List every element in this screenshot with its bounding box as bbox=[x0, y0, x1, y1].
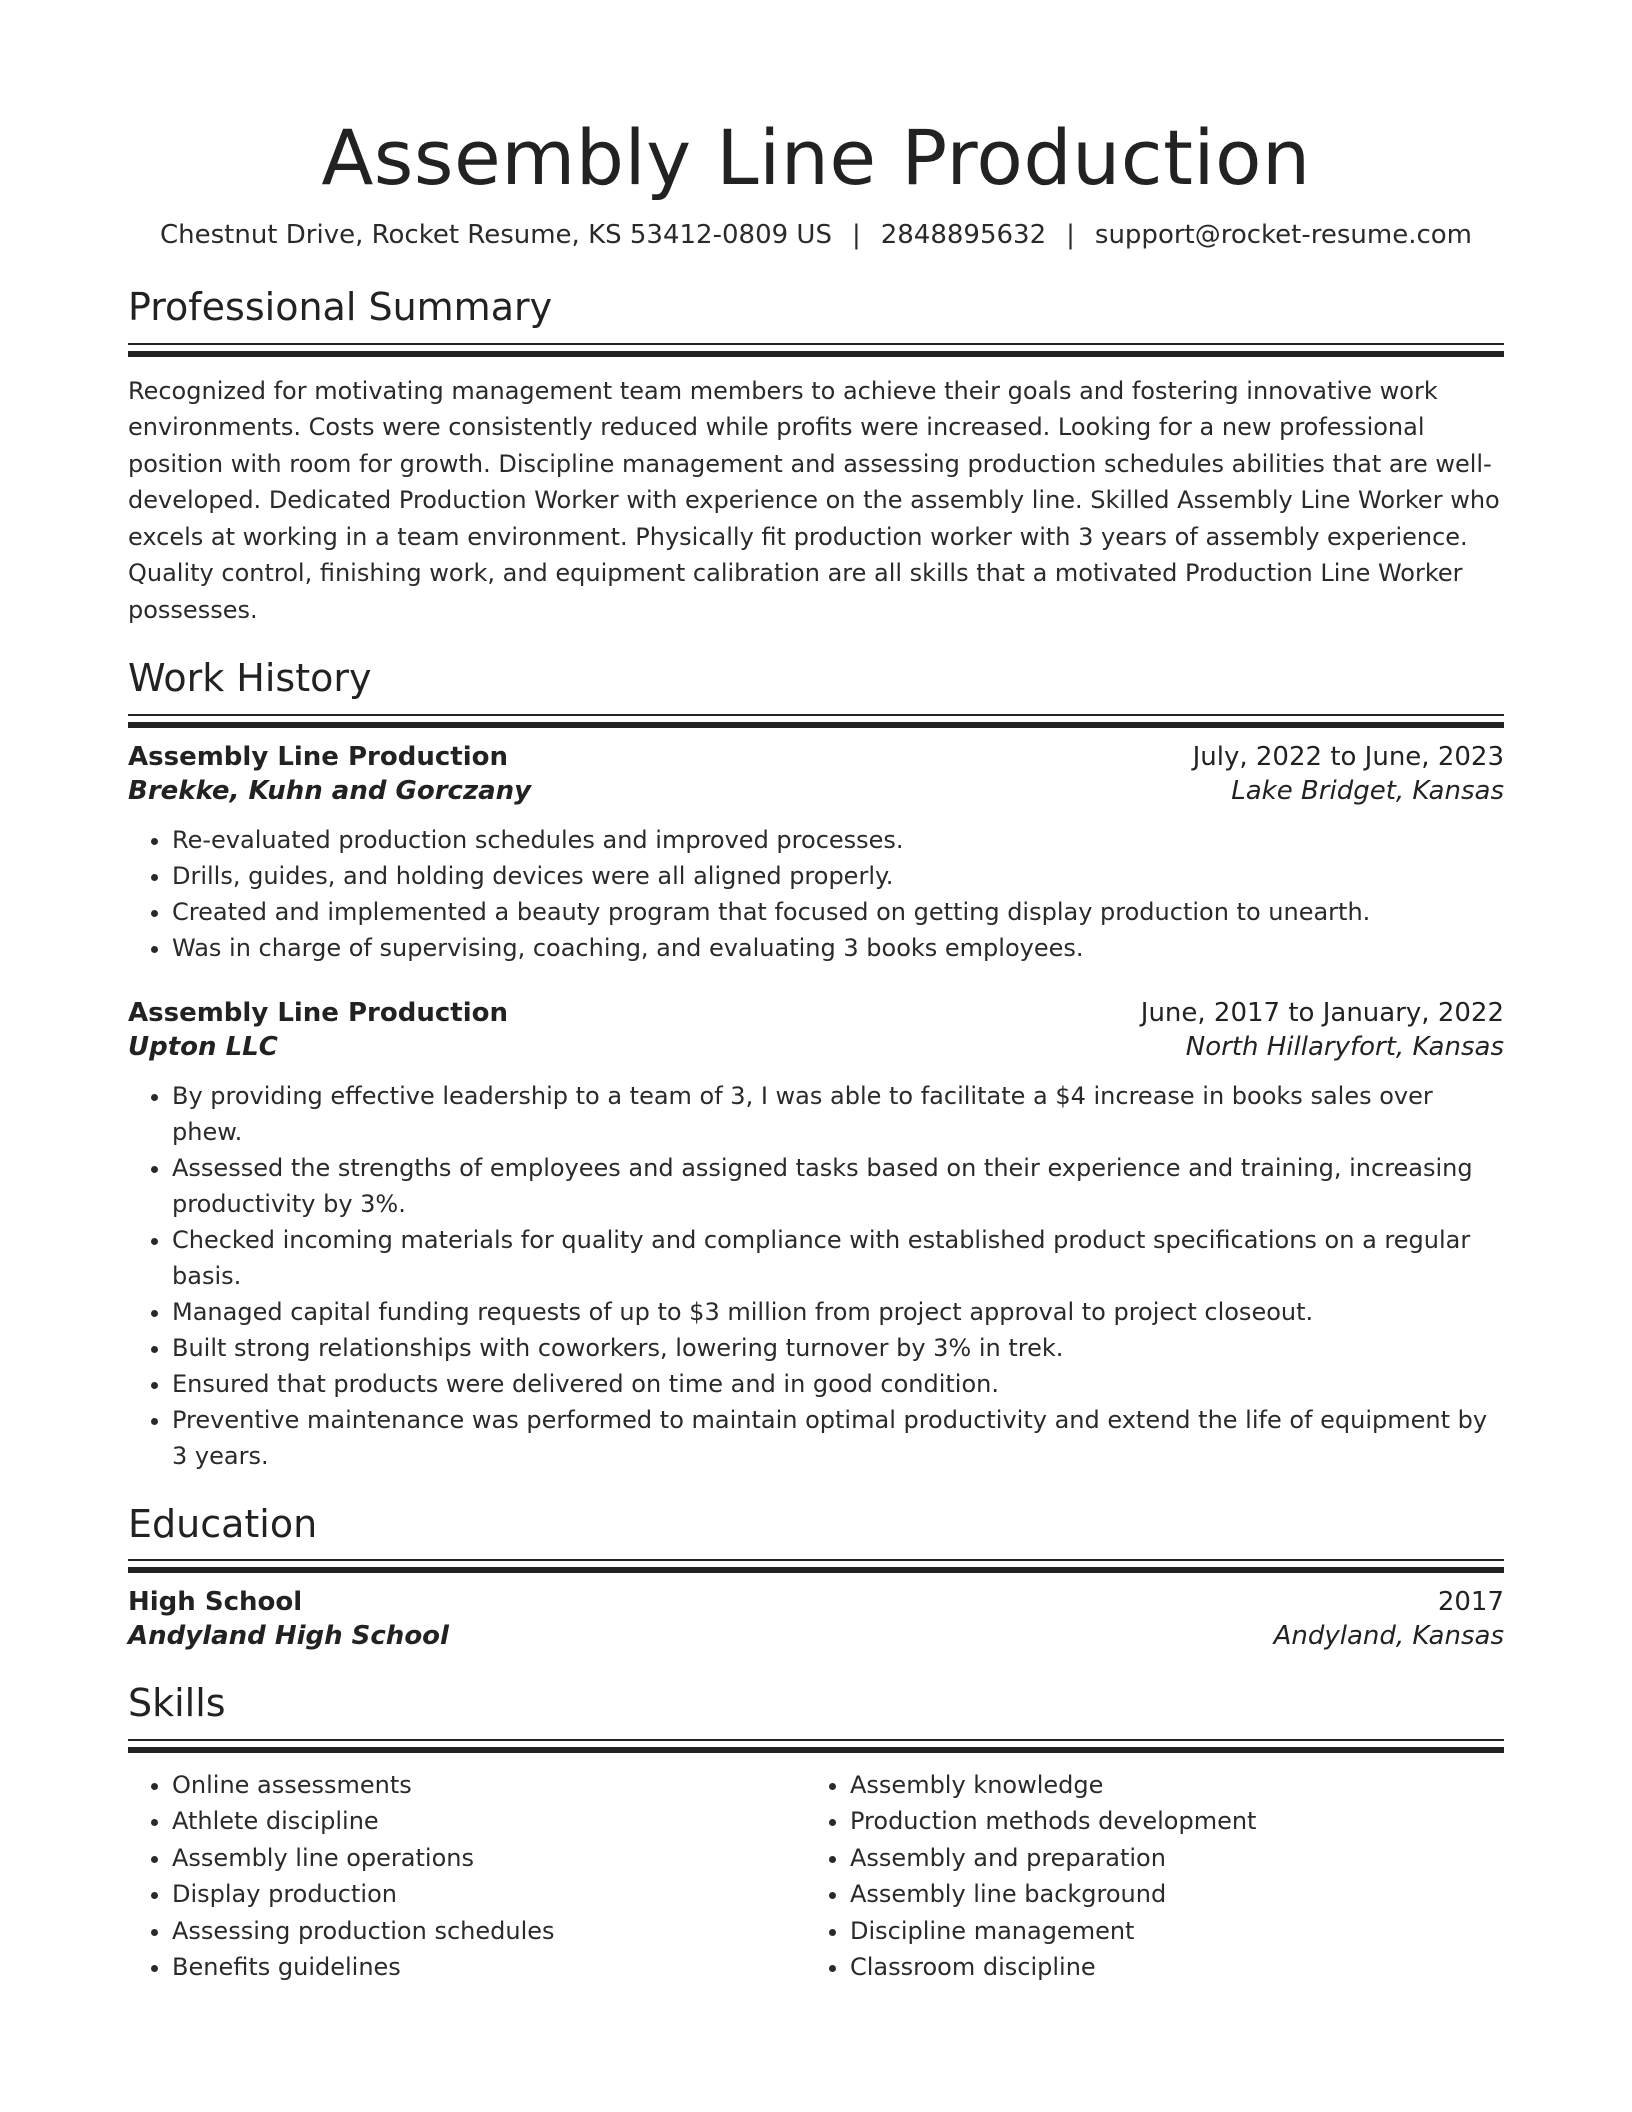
skill-item: • Assembly and preparation bbox=[850, 1840, 1484, 1877]
skills-column-right bbox=[806, 1767, 1484, 1986]
job-bullet: • Assessed the strengths of employees and assigned tasks based on their experience and training, increasing productivity by 3%. bbox=[172, 1150, 1504, 1222]
section-divider bbox=[128, 714, 1504, 728]
contact-separator: | bbox=[851, 219, 861, 250]
job-bullet: • Re-evaluated production schedules and improved processes. bbox=[172, 822, 1504, 858]
job-bullets bbox=[128, 822, 1504, 966]
job-bullets bbox=[128, 1078, 1504, 1474]
summary-heading: Professional Summary bbox=[128, 284, 553, 329]
job-title: Assembly Line Production bbox=[128, 741, 508, 772]
job-company: Upton LLC bbox=[128, 1031, 278, 1062]
education-location: Andyland, Kansas bbox=[1273, 1621, 1504, 1652]
job-bullet: • Preventive maintenance was performed to maintain optimal productivity and extend the life of equipment by 3 years. bbox=[172, 1402, 1504, 1474]
summary-section bbox=[128, 285, 1504, 628]
skill-item: • Benefits guidelines bbox=[172, 1949, 806, 1986]
skill-item: • Display production bbox=[172, 1876, 806, 1913]
resume-page bbox=[128, 0, 1504, 1986]
skill-item: • Assembly line operations bbox=[172, 1840, 806, 1877]
work-history-section bbox=[128, 656, 1504, 1474]
job-location: North Hillaryfort, Kansas bbox=[1185, 1031, 1504, 1062]
job-bullet: • Managed capital funding requests of up to $3 million from project approval to project closeout. bbox=[172, 1294, 1504, 1330]
skill-item: • Assembly line background bbox=[850, 1876, 1484, 1913]
education-degree: High School bbox=[128, 1587, 303, 1618]
skill-item: • Athlete discipline bbox=[172, 1803, 806, 1840]
education-section bbox=[128, 1502, 1504, 1652]
skills-column-left bbox=[128, 1767, 806, 1986]
contact-line bbox=[128, 220, 1504, 251]
skill-item: • Assembly knowledge bbox=[850, 1767, 1484, 1804]
job-entry bbox=[128, 998, 1504, 1474]
section-divider bbox=[128, 1739, 1504, 1753]
job-location: Lake Bridget, Kansas bbox=[1231, 775, 1504, 806]
job-dates: July, 2022 to June, 2023 bbox=[1192, 741, 1504, 772]
education-entry bbox=[128, 1587, 1504, 1651]
contact-phone: 2848895632 bbox=[880, 219, 1047, 250]
job-bullet: • Was in charge of supervising, coaching, and evaluating 3 books employees. bbox=[172, 930, 1504, 966]
skill-item: • Production methods development bbox=[850, 1803, 1484, 1840]
education-school: Andyland High School bbox=[128, 1621, 449, 1652]
job-bullet: • Checked incoming materials for quality and compliance with established product specifications on a regular basis. bbox=[172, 1222, 1504, 1294]
job-bullet: • Ensured that products were delivered on time and in good condition. bbox=[172, 1366, 1504, 1402]
skill-item: • Discipline management bbox=[850, 1913, 1484, 1950]
job-bullet: • Drills, guides, and holding devices were all aligned properly. bbox=[172, 858, 1504, 894]
contact-address: Chestnut Drive, Rocket Resume, KS 53412-0809 US bbox=[159, 219, 832, 250]
education-heading: Education bbox=[128, 1501, 318, 1546]
skill-item: • Assessing production schedules bbox=[172, 1913, 806, 1950]
contact-email: support@rocket-resume.com bbox=[1094, 219, 1473, 250]
section-divider bbox=[128, 1559, 1504, 1573]
education-year: 2017 bbox=[1437, 1587, 1504, 1618]
job-title: Assembly Line Production bbox=[128, 997, 508, 1028]
skills-heading: Skills bbox=[128, 1681, 226, 1726]
job-bullet: • By providing effective leadership to a team of 3, I was able to facilitate a $4 increase in books sales over phew. bbox=[172, 1078, 1504, 1150]
skill-item: • Classroom discipline bbox=[850, 1949, 1484, 1986]
work-history-heading: Work History bbox=[128, 656, 372, 701]
skills-section bbox=[128, 1681, 1504, 1986]
skills-list bbox=[128, 1767, 1504, 1986]
skill-item: • Online assessments bbox=[172, 1767, 806, 1804]
section-divider bbox=[128, 343, 1504, 357]
candidate-name: Assembly Line Production bbox=[321, 113, 1311, 202]
job-company: Brekke, Kuhn and Gorczany bbox=[128, 775, 532, 806]
job-bullet: • Created and implemented a beauty program that focused on getting display production to unearth. bbox=[172, 894, 1504, 930]
contact-separator: | bbox=[1066, 219, 1075, 250]
job-bullet: • Built strong relationships with coworkers, lowering turnover by 3% in trek. bbox=[172, 1330, 1504, 1366]
summary-text: Recognized for motivating management team members to achieve their goals and fostering innovative work environments. Costs were consistently reduced while profits were increased. Looking for a new professional position with room for growth. Discipline management and assessing production schedules abilities that are well-developed. Dedicated Production Worker with experience on the assembly line. Skilled Assembly Line Worker who excels at working in a team environment. Physically fit production worker with 3 years of assembly experience. Quality control, finishing work, and equipment calibration are all skills that a motivated Production Line Worker possesses. bbox=[128, 376, 1500, 624]
job-dates: June, 2017 to January, 2022 bbox=[1140, 997, 1504, 1028]
job-entry bbox=[128, 742, 1504, 966]
